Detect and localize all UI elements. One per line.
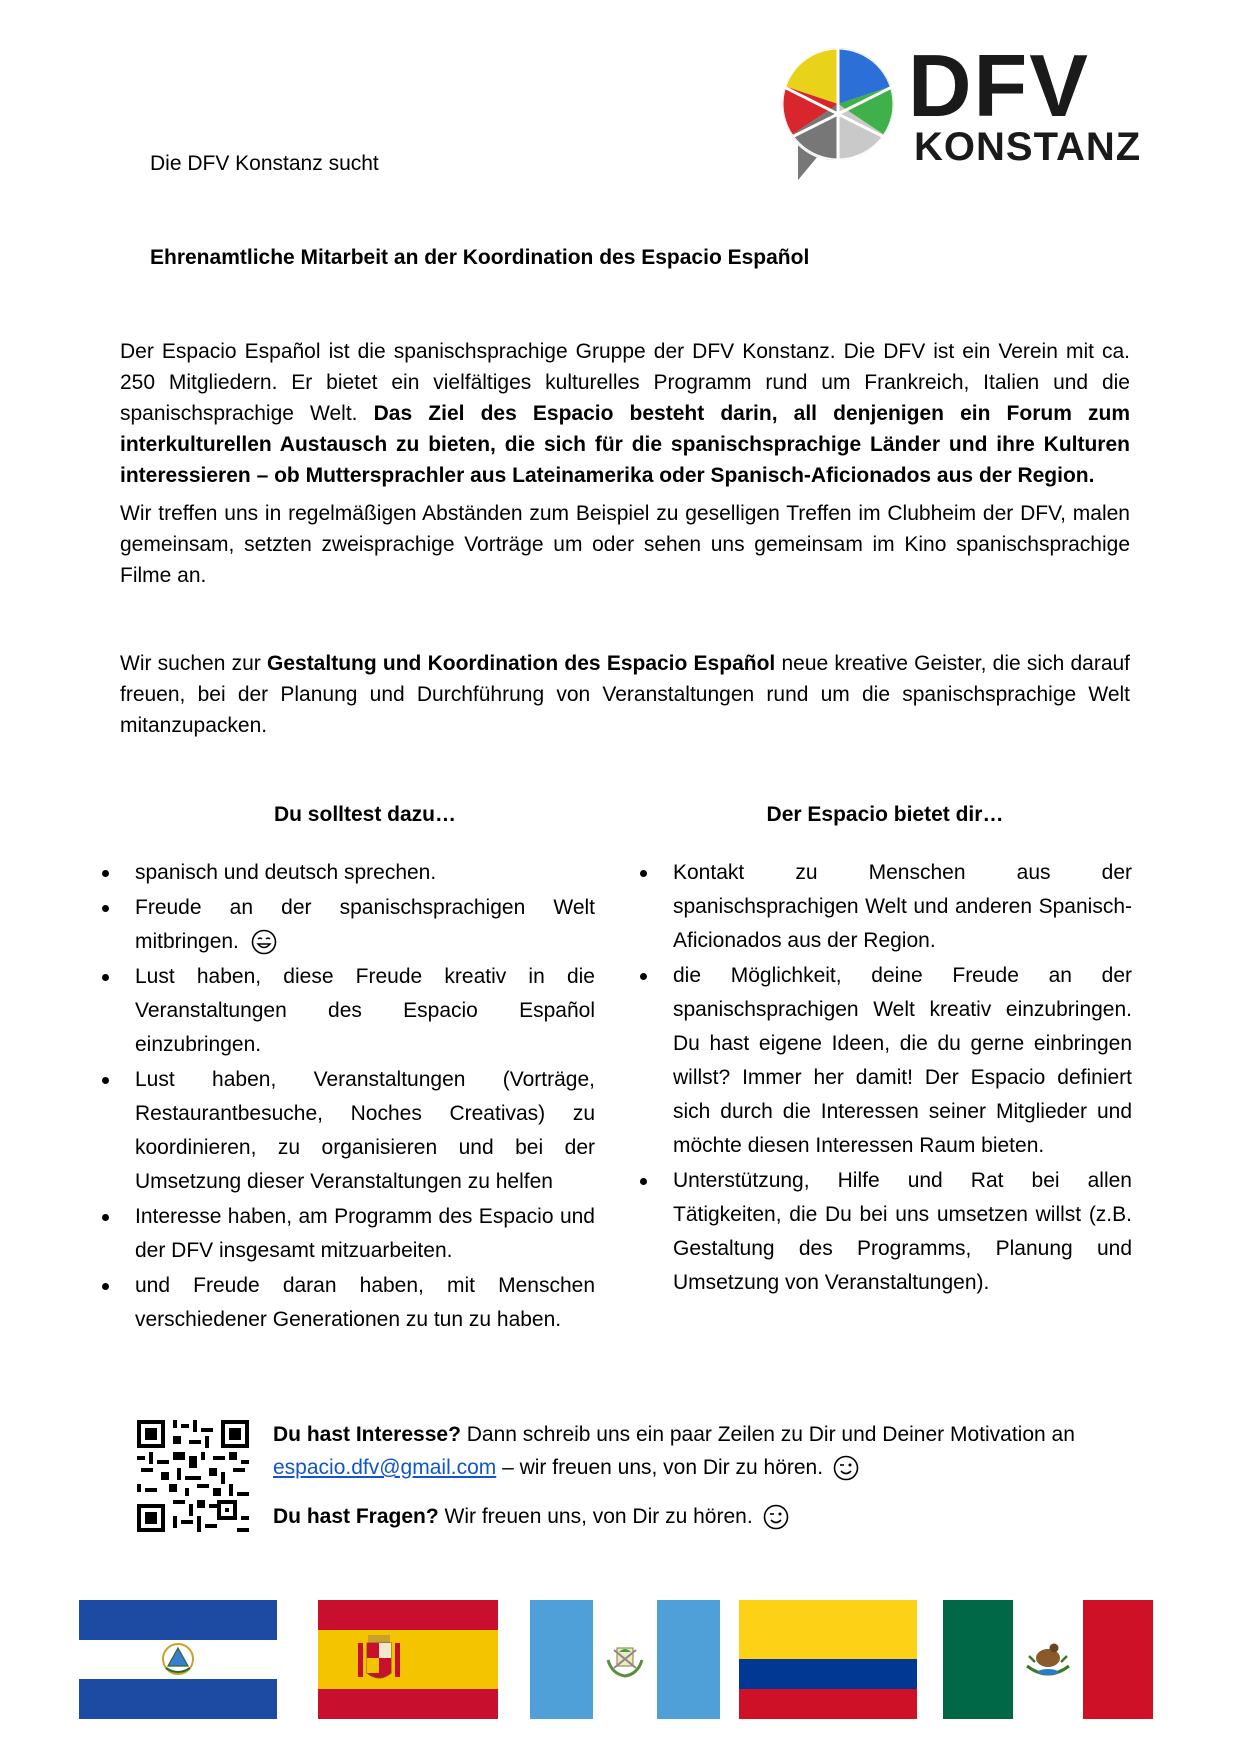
list-item-text: Unterstützung, Hilfe und Rat bei allen Tätigkeiten, die Du bei uns umsetzen willst (z.B. Gestaltung des Programms, Planung und Umsetzung von Veranstaltungen). [673,1169,1132,1294]
list-item-text: und Freude daran haben, mit Menschen verschiedener Generationen zu tun zu haben. [135,1274,595,1331]
logo-title: DFV [908,36,1090,135]
list-item-text: Kontakt zu Menschen aus der spanischsprachigen Welt und anderen Spanisch-Aficionados aus der Region. [673,861,1132,952]
paragraph-search-end: neue kreative Geister, die sich darauf freuen, bei der Planung und Durchführung von Veranstaltungen rund um die spanischsprachige Welt mitanzupacken. [120,652,1131,737]
bullet-icon [102,974,109,981]
logo-subtitle: KONSTANZ [914,125,1142,169]
wink-emoji-icon [763,1504,789,1530]
contact-questions-text: Wir freuen uns, von Dir zu hören. [438,1505,753,1528]
list-item-text: Interesse haben, am Programm des Espacio und der DFV insgesamt mitzuarbeiten. [135,1205,595,1262]
page-title: Ehrenamtliche Mitarbeit an der Koordination des Espacio Español [150,246,810,269]
list-item-text: spanisch und deutsch sprechen. [135,861,437,884]
bullet-icon [102,1283,109,1290]
bullet-icon [102,1077,109,1084]
list-item-text: Freude an der spanischsprachigen Welt mitbringen. [135,896,595,953]
list-item [102,891,595,959]
smile-emoji-icon [251,929,277,955]
wink-emoji-icon [833,1455,859,1481]
list-item-text: Lust haben, diese Freude kreativ in die Veranstaltungen des Espacio Español einzubringen. [135,965,595,1056]
bullet-icon [640,870,647,877]
contact-interest-question: Du hast Interesse? [273,1423,461,1446]
intro-text: Die DFV Konstanz sucht [150,152,379,175]
offers-list [640,856,1132,1300]
list-item-text: die Möglichkeit, deine Freude an der spanischsprachigen Welt kreativ einzubringen. Du hast eigene Ideen, die du gerne einbringen willst? Immer her damit! Der Espacio definiert sich durch die Interessen seiner Mitglieder und möchte diesen Interessen Raum bieten. [673,964,1132,1157]
paragraph-about [120,336,1130,491]
bullet-icon [102,1214,109,1221]
contact-interest-text: Dann schreib uns ein paar Zeilen zu Dir und Deiner Motivation an [460,1423,1075,1446]
bullet-icon [102,905,109,912]
list-item [102,1269,595,1337]
qr-code-icon[interactable] [137,1420,249,1532]
list-item-text: Lust haben, Veranstaltungen (Vorträge, Restaurantbesuche, Noches Creativas) zu koordinieren, zu organisieren und bei der Umsetzung dieser Veranstaltungen zu helfen [135,1068,595,1193]
email-link[interactable]: espacio.dfv@gmail.com [273,1456,497,1479]
list-item [102,856,595,890]
paragraph-about-goal: Das Ziel des Espacio besteht darin, all denjenigen ein Forum zum interkulturellen Austausch zu bieten, die sich für die spanischsprachige Länder und ihre Kulturen interessieren – ob Muttersprachler aus Lateinamerika oder Spanisch-Aficionados aus der Region. [120,402,1130,487]
paragraph-search-start: Wir suchen zur [120,652,267,675]
list-item [640,959,1132,1163]
logo-globe-icon [778,44,898,184]
list-item [102,1063,595,1199]
paragraph-search [120,648,1130,741]
offers-column [638,800,1132,1301]
requirements-title: Du solltest dazu… [273,803,457,826]
list-item [102,1200,595,1268]
bullet-icon [102,870,109,877]
contact-questions [273,1500,1143,1533]
contact-section [273,1418,1143,1533]
flag-colombia-icon [739,1600,917,1719]
paragraph-search-bold: Gestaltung und Koordination des Espacio Español [267,652,776,675]
flag-el-salvador-icon [79,1600,277,1719]
paragraph-about-text: Der Espacio Español ist die spanischsprachige Gruppe der DFV Konstanz. Die DFV ist ein Verein mit ca. 250 Mitgliedern. Er bietet ein vielfältiges kulturelles Programm rund um Frankreich, Italien und die spanischsprachige Welt. [120,340,1130,425]
flag-spain-icon [318,1600,498,1719]
list-item [640,1164,1132,1300]
contact-questions-title: Du hast Fragen? [273,1505,439,1528]
list-item [102,960,595,1062]
paragraph-meetings: Wir treffen uns in regelmäßigen Abständen zum Beispiel zu geselligen Treffen im Clubheim der DFV, malen gemeinsam, setzten zweisprachige Vorträge um oder sehen uns gemeinsam im Kino spanischsprachige Filme an. [120,502,1130,587]
contact-after-email: – wir freuen uns, von Dir zu hören. [496,1456,824,1479]
requirements-list [102,856,595,1337]
dfv-logo [778,36,1142,184]
contact-interest [273,1418,1143,1484]
bullet-icon [640,973,647,980]
list-item [640,856,1132,958]
requirements-column [100,800,595,1338]
flag-mexico-icon [943,1600,1153,1719]
bullet-icon [640,1178,647,1185]
flag-guatemala-icon [530,1600,720,1719]
offers-title: Der Espacio bietet dir… [766,803,1004,826]
